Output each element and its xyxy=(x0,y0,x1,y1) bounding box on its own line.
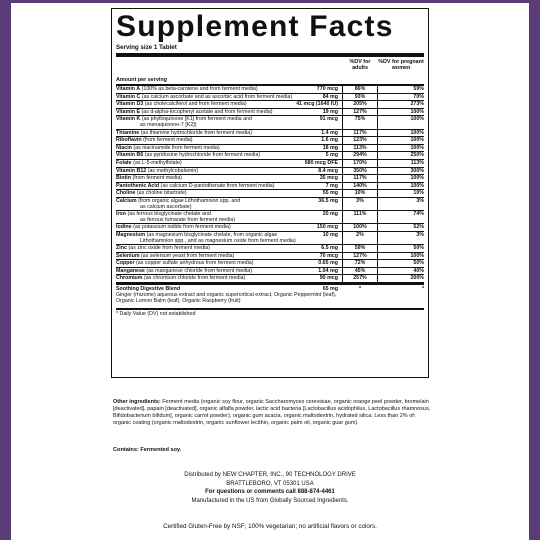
nutrient-row xyxy=(116,211,424,224)
nutrient-label: Calcium xyxy=(116,197,137,204)
nutrient-amount: 90 mcg xyxy=(319,275,338,282)
nutrient-dv-pregnant: 100% xyxy=(410,252,424,259)
nutrient-dv-adults: 205% xyxy=(353,101,367,108)
nutrient-label: Selenium xyxy=(116,252,140,259)
nutrient-dv-adults: 117% xyxy=(353,175,367,182)
column-divider xyxy=(377,275,378,282)
column-divider xyxy=(342,101,343,108)
column-divider xyxy=(377,160,378,167)
nutrient-label: Copper xyxy=(116,260,135,267)
column-divider xyxy=(377,253,378,260)
nutrient-source-cont: Lithothamnion spp., and as magnesium oxide from ferment media) xyxy=(140,237,296,244)
nutrient-row xyxy=(116,160,424,168)
nutrient-dv-adults: 75% xyxy=(354,116,366,123)
nutrient-amount: 8.4 mcg xyxy=(318,167,338,174)
nutrient-dv-pregnant: 200% xyxy=(410,275,424,282)
column-divider xyxy=(342,168,343,175)
nutrient-dv-pregnant: 10% xyxy=(413,190,424,197)
purple-border-top xyxy=(0,0,540,3)
nutrient-amount: 1.6 mg xyxy=(321,137,338,144)
nutrient-row xyxy=(116,260,424,268)
blend-description: Ginger (rhizome) aqueous extract and organic supercritical extract, Organic Peppermint (leaf), Organic Lemon Balm (leaf), Organic Raspberry (fruit) xyxy=(116,292,337,305)
nutrient-source: (from organic algae Lithothamnion spp. and xyxy=(136,197,241,204)
nutrient-label: Manganese xyxy=(116,267,145,274)
nutrient-amount: 19 mg xyxy=(322,108,338,115)
nutrient-dv-pregnant: 273% xyxy=(410,101,424,108)
nutrient-amount: 70 mcg xyxy=(319,252,338,259)
nutrient-dv-adults: 127% xyxy=(353,108,367,115)
nutrient-amount: 0.65 mg xyxy=(318,260,338,267)
nutrient-source: (as manganese chloride from ferment media) xyxy=(144,267,253,274)
nutrient-dv-adults: 72% xyxy=(354,260,366,267)
nutrient-row xyxy=(116,175,424,183)
column-divider xyxy=(377,198,378,210)
nutrient-row xyxy=(116,137,424,145)
nutrient-row xyxy=(116,94,424,102)
nutrient-label: Choline xyxy=(116,190,136,197)
nutrient-dv-pregnant: 50% xyxy=(413,260,424,267)
column-divider xyxy=(342,232,343,244)
nutrient-label: Iodine xyxy=(116,224,132,231)
nutrient-amount: 770 mcg xyxy=(316,86,338,92)
column-divider xyxy=(377,116,378,128)
nutrient-label: Magnesium xyxy=(116,231,146,238)
nutrient-dv-adults: 113% xyxy=(353,144,367,151)
nutrient-row xyxy=(116,168,424,176)
nutrient-row xyxy=(116,224,424,232)
dv-pregnant-header: %DV for pregnant women xyxy=(378,59,424,71)
nutrient-source: (as calcium ascorbate and as ascorbic acid from ferment media) xyxy=(140,93,293,100)
column-divider xyxy=(342,224,343,231)
nutrient-dv-adults: 117% xyxy=(353,129,367,136)
column-divider xyxy=(342,160,343,167)
nutrient-dv-adults: 350% xyxy=(353,167,367,174)
nutrient-dv-adults: 86% xyxy=(354,86,366,92)
nutrient-label: Zinc xyxy=(116,245,127,252)
nutrient-row xyxy=(116,152,424,160)
other-ingredients-text: Ferment media (organic soy flour, organic Saccharomyces cerevisiae, organic orange peel powder, bromelain [deactivated], papain [deactivated], organic alfalfa powder, lactic acid bacteria [Lactobacillus acidophilus, Lactobacillus rhamnosus, Bifidobacterium bifidum], organic carrot powder), organic gum acacia, organic maltodextrin, hydrated silica; Less than 2% of: organic coating (organic maltodextrin, organic sunflower lecithin, organic palm oil, organic guar gum). xyxy=(113,399,431,426)
nutrient-source: (as ferrous bisglycinate chelate and xyxy=(126,211,211,218)
nutrient-label: Vitamin B6 xyxy=(116,152,144,159)
nutrient-row xyxy=(116,190,424,198)
nutrient-amount: 55 mg xyxy=(322,190,338,197)
nutrient-dv-pregnant: 100% xyxy=(410,108,424,115)
serving-size: Serving size 1 Tablet xyxy=(116,44,424,57)
nutrient-dv-pregnant: 3% xyxy=(416,231,424,238)
column-header xyxy=(116,57,424,86)
nutrient-dv-pregnant: 50% xyxy=(413,245,424,252)
nutrient-dv-adults: 93% xyxy=(354,93,366,100)
column-divider xyxy=(342,275,343,282)
nutrient-amount: 18 mg xyxy=(322,144,338,151)
nutrient-row xyxy=(116,245,424,253)
nutrient-label: Vitamin A xyxy=(116,86,141,92)
column-divider xyxy=(342,268,343,275)
nutrient-table xyxy=(116,86,424,283)
nutrient-source: (as chromium chloride from ferment media) xyxy=(142,275,246,282)
nutrient-source-cont: as menaquinone-7 [K2]) xyxy=(140,122,197,129)
nutrient-amount: 10 mg xyxy=(322,231,338,238)
nutrient-amount: 41 mcg (1640 IU) xyxy=(296,101,338,108)
column-divider xyxy=(377,145,378,152)
column-divider xyxy=(342,116,343,128)
nutrient-label: Vitamin D3 xyxy=(116,101,144,108)
column-divider xyxy=(342,190,343,197)
nutrient-dv-pregnant: 100% xyxy=(410,129,424,136)
purple-border-left xyxy=(0,0,11,540)
blend-amount: 65 mg xyxy=(322,286,338,293)
column-divider xyxy=(342,137,343,144)
nutrient-dv-adults: 170% xyxy=(353,159,367,166)
nutrient-label: Niacin xyxy=(116,144,132,151)
column-divider xyxy=(377,86,378,93)
nutrient-row xyxy=(116,116,424,129)
column-divider xyxy=(342,130,343,137)
column-divider xyxy=(342,109,343,116)
nutrient-label: Biotin xyxy=(116,175,132,182)
certification-statement: Certified Gluten-Free by NSF; 100% vegetarian; no artificial flavors or colors. xyxy=(163,523,377,530)
nutrient-row xyxy=(116,268,424,276)
nutrient-source: (as d-alpha-tocopheryl acetate and from ferment media) xyxy=(140,108,273,115)
nutrient-label: Vitamin B12 xyxy=(116,167,147,174)
nutrient-source: (as magnesium bisglycinate chelate, from organic algae xyxy=(145,231,278,238)
nutrient-row xyxy=(116,109,424,117)
nutrient-source: (from ferment media) xyxy=(141,137,193,144)
supplement-facts-panel xyxy=(111,8,429,378)
nutrient-dv-adults: 59% xyxy=(354,245,366,252)
distributor-origin: Manufactured in the US from Globally Sourced Ingredients. xyxy=(191,497,349,504)
nutrient-source-cont: as ferrous fumarate from ferment media) xyxy=(140,217,236,224)
nutrient-row xyxy=(116,232,424,245)
nutrient-source: (as thiamine hydrochloride from ferment media) xyxy=(139,129,253,136)
nutrient-label: Folate xyxy=(116,159,132,166)
nutrient-label: Vitamin C xyxy=(116,93,141,100)
nutrient-source: (from ferment media) xyxy=(131,175,182,182)
nutrient-dv-pregnant: 100% xyxy=(410,144,424,151)
column-divider xyxy=(342,145,343,152)
column-divider xyxy=(377,190,378,197)
nutrient-label: Vitamin K xyxy=(116,116,141,123)
nutrient-dv-adults: 111% xyxy=(353,211,367,218)
nutrient-dv-pregnant: 59% xyxy=(413,86,424,92)
column-divider xyxy=(342,86,343,93)
nutrient-dv-adults: 45% xyxy=(354,267,366,274)
nutrient-dv-pregnant: 74% xyxy=(413,211,424,218)
blend-dv-adults: * xyxy=(358,286,362,293)
column-divider xyxy=(377,175,378,182)
distributor-phone: For questions or comments call 888-874-4461 xyxy=(205,489,335,495)
nutrient-row xyxy=(116,198,424,211)
nutrient-dv-adults: 123% xyxy=(353,137,367,144)
nutrient-source: (as choline bitartrate) xyxy=(135,190,187,197)
nutrient-source: (as potassium iodide from ferment media) xyxy=(131,224,231,231)
column-divider xyxy=(377,268,378,275)
nutrient-source: (as copper sulfate anhydrous from ferment media) xyxy=(134,260,254,267)
nutrient-amount: 5 mg xyxy=(325,152,338,159)
column-divider xyxy=(377,137,378,144)
nutrient-dv-pregnant: 300% xyxy=(410,167,424,174)
panel-title: Supplement Facts xyxy=(116,10,394,43)
nutrient-source: (as calcium D-pantothenate from ferment media) xyxy=(159,182,275,189)
nutrient-row xyxy=(116,183,424,191)
nutrient-source: (as cholecalciferol and from ferment media) xyxy=(143,101,247,108)
column-divider xyxy=(377,101,378,108)
nutrient-label: Thiamine xyxy=(116,129,140,136)
nutrient-row xyxy=(116,275,424,283)
nutrient-label: Pantothenic Acid xyxy=(116,182,160,189)
nutrient-label: Chromium xyxy=(116,275,143,282)
column-divider xyxy=(377,94,378,101)
column-divider xyxy=(377,152,378,159)
nutrient-source: (as selenium yeast from ferment media) xyxy=(139,252,235,259)
column-divider xyxy=(342,152,343,159)
distributor-line-1: Distributed by NEW CHAPTER, INC., 90 TECHNOLOGY DRIVE xyxy=(184,472,356,478)
nutrient-dv-pregnant: 113% xyxy=(410,159,424,166)
nutrient-row xyxy=(116,130,424,138)
column-divider xyxy=(342,245,343,252)
nutrient-dv-adults: 127% xyxy=(353,252,367,259)
column-divider xyxy=(342,183,343,190)
other-ingredients-label: Other ingredients: xyxy=(113,399,161,405)
nutrient-source: (as niacinamide from ferment media) xyxy=(131,144,220,151)
blend-name: Soothing Digestive Blend xyxy=(116,286,181,293)
nutrient-amount: 150 mcg xyxy=(316,224,338,231)
nutrient-dv-pregnant: 250% xyxy=(410,152,424,159)
footnote: * Daily Value (DV) not established xyxy=(116,308,424,317)
nutrient-dv-pregnant: 100% xyxy=(410,175,424,182)
column-divider xyxy=(377,183,378,190)
allergen-statement: Contains: Fermented soy. xyxy=(113,447,182,453)
nutrient-source: (as L-5-methylfolate) xyxy=(131,159,182,166)
column-divider xyxy=(377,232,378,244)
nutrient-dv-adults: 257% xyxy=(353,275,367,282)
nutrient-dv-adults: 100% xyxy=(353,224,367,231)
nutrient-dv-pregnant: 40% xyxy=(413,267,424,274)
nutrient-source: (as pyridoxine hydrochloride from ferment media) xyxy=(143,152,261,159)
column-divider xyxy=(377,260,378,267)
nutrient-dv-adults: 294% xyxy=(353,152,367,159)
column-divider xyxy=(377,224,378,231)
nutrient-amount: 91 mcg xyxy=(319,116,338,123)
nutrient-dv-adults: 2% xyxy=(356,231,364,238)
nutrient-label: Riboflavin xyxy=(116,137,142,144)
other-ingredients xyxy=(113,399,431,427)
column-divider xyxy=(377,109,378,116)
column-divider xyxy=(377,245,378,252)
nutrient-dv-adults: 10% xyxy=(354,190,366,197)
blend-section xyxy=(116,283,424,305)
nutrient-row xyxy=(116,86,424,94)
column-divider xyxy=(377,168,378,175)
nutrient-amount: 35 mcg xyxy=(319,175,338,182)
nutrient-label: Iron xyxy=(116,211,127,218)
nutrient-amount: 7 mg xyxy=(325,182,338,189)
nutrient-amount: 20 mg xyxy=(322,211,338,218)
nutrient-row xyxy=(116,253,424,261)
nutrient-amount: 680 mcg DFE xyxy=(304,159,338,166)
nutrient-dv-pregnant: 52% xyxy=(413,224,424,231)
nutrient-source: (as zinc oxide from ferment media) xyxy=(126,245,210,252)
blend-dv-pregnant: * xyxy=(421,286,424,293)
nutrient-amount: 1.04 mg xyxy=(318,267,338,274)
amount-header: Amount per serving xyxy=(116,77,167,83)
column-divider xyxy=(342,211,343,223)
column-divider xyxy=(377,130,378,137)
nutrient-source-cont: as calcium ascorbate) xyxy=(140,204,192,210)
column-divider xyxy=(342,260,343,267)
nutrient-dv-adults: 3% xyxy=(356,197,364,204)
nutrient-label: Vitamin E xyxy=(116,108,141,115)
column-divider xyxy=(342,175,343,182)
nutrient-source: (100% as beta-carotene and from ferment media) xyxy=(140,86,258,92)
nutrient-source: (as methylcobalamin) xyxy=(146,167,199,174)
dv-adults-header: %DV for adults xyxy=(349,59,371,71)
nutrient-amount: 84 mg xyxy=(322,93,338,100)
nutrient-row xyxy=(116,145,424,153)
nutrient-dv-pregnant: 100% xyxy=(410,116,424,123)
nutrient-amount: 36.5 mg xyxy=(318,197,338,204)
purple-border-right xyxy=(529,0,540,540)
column-divider xyxy=(377,211,378,223)
nutrient-source: (as phylloquinone [K1] from ferment media and xyxy=(140,116,252,123)
nutrient-amount: 1.4 mg xyxy=(321,129,338,136)
nutrient-dv-pregnant: 70% xyxy=(413,93,424,100)
nutrient-dv-pregnant: 3% xyxy=(416,197,424,204)
nutrient-dv-pregnant: 100% xyxy=(410,137,424,144)
column-divider xyxy=(342,94,343,101)
distributor-info xyxy=(100,471,440,505)
column-divider xyxy=(342,253,343,260)
distributor-line-2: BRATTLEBORO, VT 05301 USA xyxy=(226,480,314,487)
nutrient-row xyxy=(116,101,424,109)
nutrient-amount: 6.5 mg xyxy=(321,245,338,252)
nutrient-dv-adults: 140% xyxy=(353,182,367,189)
nutrient-dv-pregnant: 100% xyxy=(410,182,424,189)
column-divider xyxy=(342,198,343,210)
